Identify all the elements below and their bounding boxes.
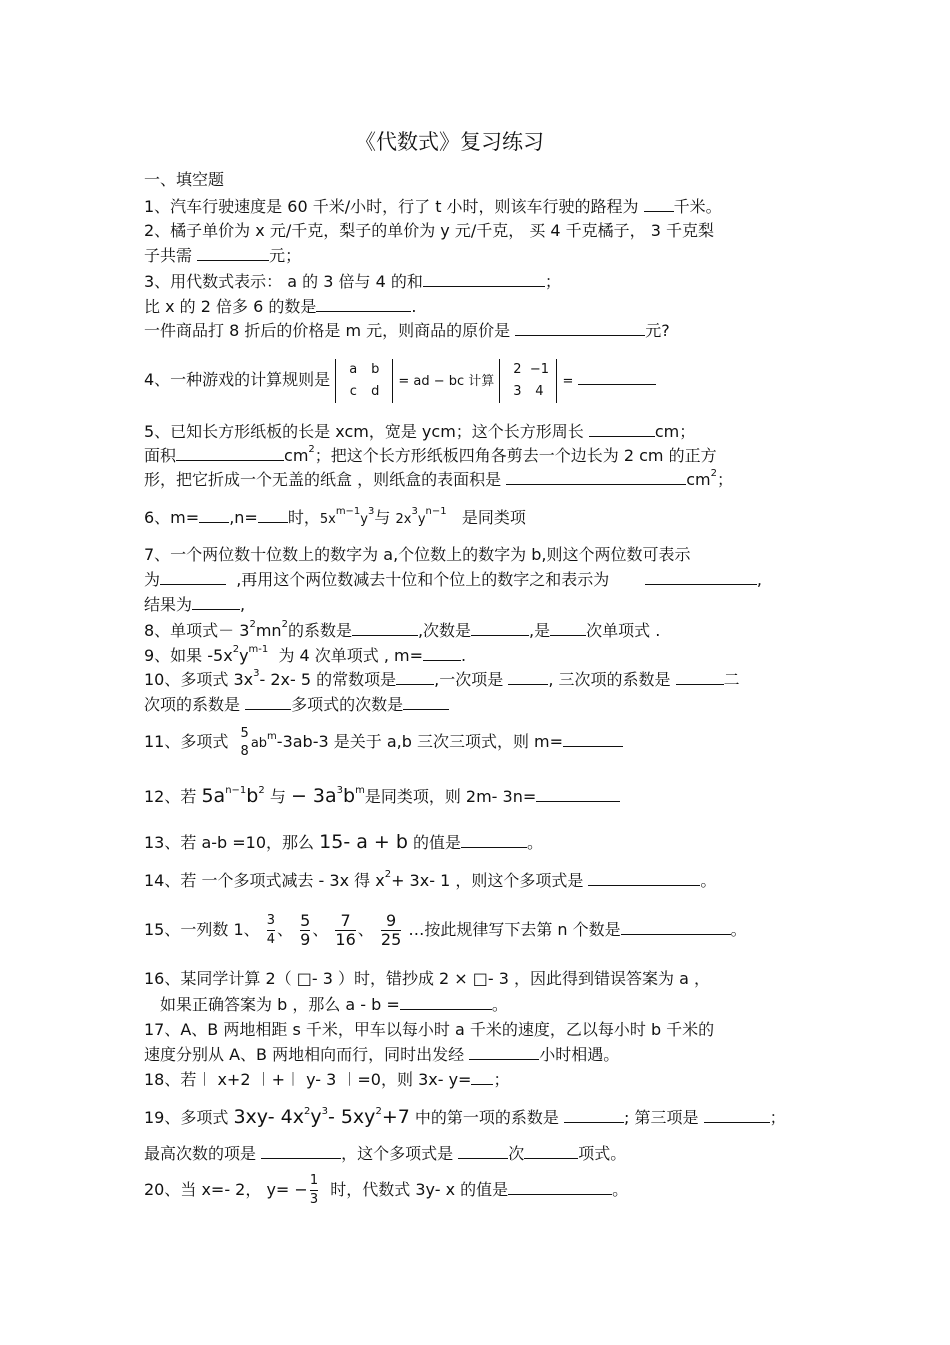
answer-blank[interactable] [197,245,269,261]
answer-blank[interactable] [506,469,686,485]
question-5: 5、已知长方形纸板的长是 xcm，宽是 ycm；这个长方形周长 cm； [144,422,696,441]
answer-blank[interactable] [192,594,240,610]
question-20: 20、当 x=- 2， y= − $\frac{1}{3}$ 时，代数式 3y- x 的值是 。 [144,1173,629,1207]
question-19: 19、多项式 3xy- $4x^2y^3-$ $5xy^2+7$ 中的第一项的系数是 ; 第三项是 ； [144,1106,786,1128]
answer-blank[interactable] [550,620,586,636]
answer-blank[interactable] [564,1107,624,1123]
answer-blank[interactable] [644,196,674,212]
fraction-7-16: $\frac{7}{16}$ [335,911,356,949]
answer-blank[interactable] [352,620,418,636]
answer-blank[interactable] [258,507,288,523]
answer-blank[interactable] [471,1069,493,1085]
answer-blank[interactable] [536,786,620,802]
answer-blank[interactable] [515,320,645,336]
answer-blank[interactable] [458,1143,508,1159]
answer-blank[interactable] [471,620,529,636]
question-7-c: 结果为 , [144,595,246,614]
answer-blank[interactable] [403,694,449,710]
answer-blank[interactable] [261,1143,341,1159]
determinant-rule: a b c d [335,359,393,403]
question-17-b: 速度分别从 A、B 两地相向而行，同时出发经 小时相遇。 [144,1045,620,1064]
question-10-b: 次项的系数是 多项式的次数是 [144,694,449,715]
question-2: 2、橘子单价为 x 元/千克，梨子的单价为 y 元/千克， 买 4 千克橘子， 3 千克梨 [144,221,715,240]
fraction-1-3: $\frac{1}{3}$ [309,1173,319,1207]
answer-blank[interactable] [578,369,656,385]
answer-blank[interactable] [176,445,284,461]
answer-blank[interactable] [563,731,623,747]
answer-blank[interactable] [621,919,731,935]
question-12: 12、若 $5a^{n-1}b^2$ 与 − $3a^3b^m$是同类项，则 2m- 3n= [144,786,620,807]
question-7: 7、一个两位数十位数上的数字为 a,个位数上的数字为 b,则这个两位数可表示 [144,545,691,564]
question-5-b: 面积 $cm^2$；把这个长方形纸板四角各剪去一个边长为 2 cm 的正方 [144,444,717,465]
answer-blank[interactable] [704,1107,770,1123]
answer-blank[interactable] [400,994,492,1010]
question-16-b: 如果正确答案为 b ，那么 a - b = 。 [160,995,508,1014]
fraction-9-25: $\frac{9}{25}$ [380,911,402,949]
fraction-5-8: 5 8 [240,725,249,759]
question-16: 16、某同学计算 2（ □- 3 ）时，错抄成 2 × □- 3 ，因此得到错误答案为 a ， [144,969,711,988]
question-2-cont: 子共需 元； [144,246,302,265]
answer-blank[interactable] [508,669,548,685]
question-1: 1、汽车行驶速度是 60 千米/小时，行了 t 小时，则该车行驶的路程为 千米。 [144,197,722,216]
question-10: 10、多项式 $3x^3-$ 2x- 5 的常数项是 ,一次项是 , 三次项的系数是 二 [144,668,740,689]
answer-blank[interactable] [508,1179,612,1195]
answer-blank[interactable] [199,507,229,523]
determinant-compute: 2 −1 3 4 [499,359,557,403]
question-9: 9、如果 $-5x^2y^{m-1}$ 为 4 次单项式 , m= . [144,644,467,665]
fraction-5-9: $\frac{5}{9}$ [300,911,311,949]
answer-blank[interactable] [469,1044,539,1060]
question-6: 6、m= ,n= 时，$5x^{m-1}y^3$与 $2x^3y^{n-1}$ 是同类项 [144,506,526,527]
question-4: 4、一种游戏的计算规则是 a b c d = ad − bc 计算 2 −1 3 4 = [144,358,656,404]
answer-blank[interactable] [589,421,655,437]
answer-blank[interactable] [676,669,724,685]
fraction-3-4: $\frac{3}{4}$ [266,913,276,947]
question-3-c: 一件商品打 8 折后的价格是 m 元，则商品的原价是 元? [144,321,670,340]
answer-blank[interactable] [396,669,434,685]
question-7-b: 为 ,再用这个两位数减去十位和个位上的数字之和表示为 , [144,570,762,589]
answer-blank[interactable] [316,296,411,312]
page-title: 《代数式》复习练习 [355,130,544,154]
answer-blank[interactable] [160,569,226,585]
section-heading: 一、填空题 [144,170,225,189]
answer-blank[interactable] [461,832,527,848]
question-19-b: 最高次数的项是 ，这个多项式是 次 项式。 [144,1144,627,1163]
question-17: 17、A、B 两地相距 s 千米，甲车以每小时 a 千米的速度，乙以每小时 b 千米的 [144,1020,715,1039]
question-3: 3、用代数式表示： a 的 3 倍与 4 的和 ； [144,272,561,291]
question-8: 8、单项式－ $3^2mn^2$的系数是 ,次数是 ,是 次单项式 . [144,619,661,640]
question-13: 13、若 a-b =10，那么 15- a + b 的值是 。 [144,831,544,853]
answer-blank[interactable] [588,870,700,886]
answer-blank[interactable] [524,1143,578,1159]
question-5-c: 形，把它折成一个无盖的纸盒 ，则纸盒的表面积是 $cm^2$； [144,468,733,489]
answer-blank[interactable] [245,694,291,710]
question-11: 11、多项式 5 8 $ab^m-3ab-3$ 是关于 a,b 三次三项式，则 m= [144,722,623,764]
question-3-b: 比 x 的 2 倍多 6 的数是 . [144,297,417,316]
answer-blank[interactable] [423,645,461,661]
question-15: 15、一列数 1、 $\frac{3}{4}$ 、 $\frac{5}{9}$ 、 $\frac{7}{16}$ 、 $\frac{9}{25}$ …按此规律写下去第 n 个数是 。 [144,911,747,949]
answer-blank[interactable] [423,271,545,287]
question-14: 14、若 一个多项式减去 - 3x 得 $x^2+ 3x-$ 1 ，则这个多项式是 。 [144,869,717,890]
answer-blank[interactable] [645,569,757,585]
question-18: 18、若︱ x+2 ︱+︱ y- 3 ︱=0，则 3x- y= ； [144,1070,510,1089]
